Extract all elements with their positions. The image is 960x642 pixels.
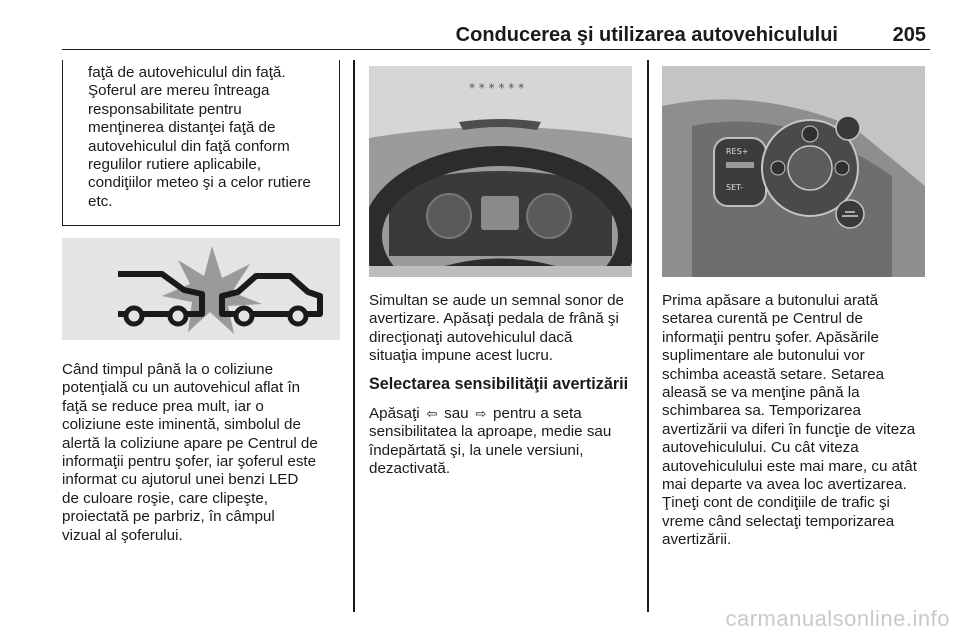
note-text: faţă de autovehiculul din faţă. Şoferul are mereu întreaga responsabilitate pentru menţinerea distanţei faţă de autovehiculul din faţă conform regulilor rutiere aplicabile, condiţiilor meteo şi a celor rutiere etc. [88,64,311,210]
collision-alert-icon [62,238,340,340]
page-header [62,0,930,50]
sensitivity-text-3: pentru a seta sensibilitatea la aproape, medie sau îndepărtată şi, la unele versiuni, dezactivată. [369,405,612,478]
setting-paragraph: Prima apăsare a butonului arată setarea curentă pe Centrul de informaţii pentru şofer. Apăsările suplimentare ale butonului vor schimba această setare. Setarea aleasă se va menţine până la schimbarea sa. Temporizarea avertizării va diferi în funcţie de viteza autovehiculului. Cu cât viteza autovehiculului este mai mare, cu atât mai departe va avea loc avertizarea. Ţineţi cont de condiţiile de trafic şi vreme când selectaţi temporizarea avertizării. [662,292,917,549]
section-heading-sensitivity: Selectarea sensibilităţii avertizării [369,375,629,393]
dashboard-figure [369,66,632,277]
steering-controls-figure [662,66,925,277]
set-label: SET- [726,183,744,192]
car-distance-far-icon: ⇨ [475,406,487,421]
dashboard-illustration [369,66,632,277]
steering-controls-illustration [662,66,925,277]
collision-alert-figure [62,238,340,340]
chapter-title: Conducerea şi utilizarea autovehiculului [455,24,838,46]
res-label: RES+ [726,147,749,156]
sensitivity-paragraph [369,405,644,479]
warning-paragraph: Simultan se aude un semnal sonor de avertizare. Apăsaţi pedala de frână şi direcţionaţi autovehiculul dacă situaţia impune acest lucru. [369,292,624,365]
svg-text:* * * * * *: * * * * * * [469,81,525,95]
watermark: carmanualsonline.info [725,606,950,631]
sensitivity-text-1: Apăsaţi [369,405,424,422]
column-divider-1 [353,60,355,612]
column-divider-2 [647,60,649,612]
sensitivity-text-2: sau [439,405,473,422]
collision-paragraph: Când timpul până la o coliziune potenţială cu un autovehicul aflat în faţă se reduce prea mult, iar o coliziune este iminentă, simbolul de alertă la coliziune apare pe Centrul de informaţii pentru şofer, iar şoferul este informat cu ajutorul unei benzi LED de culoare roşie, care clipeşte, proiectată pe parbriz, în câmpul vizual al şoferului. [62,361,318,544]
car-distance-near-icon: ⇦ [426,406,438,421]
page-number: 205 [892,24,926,46]
